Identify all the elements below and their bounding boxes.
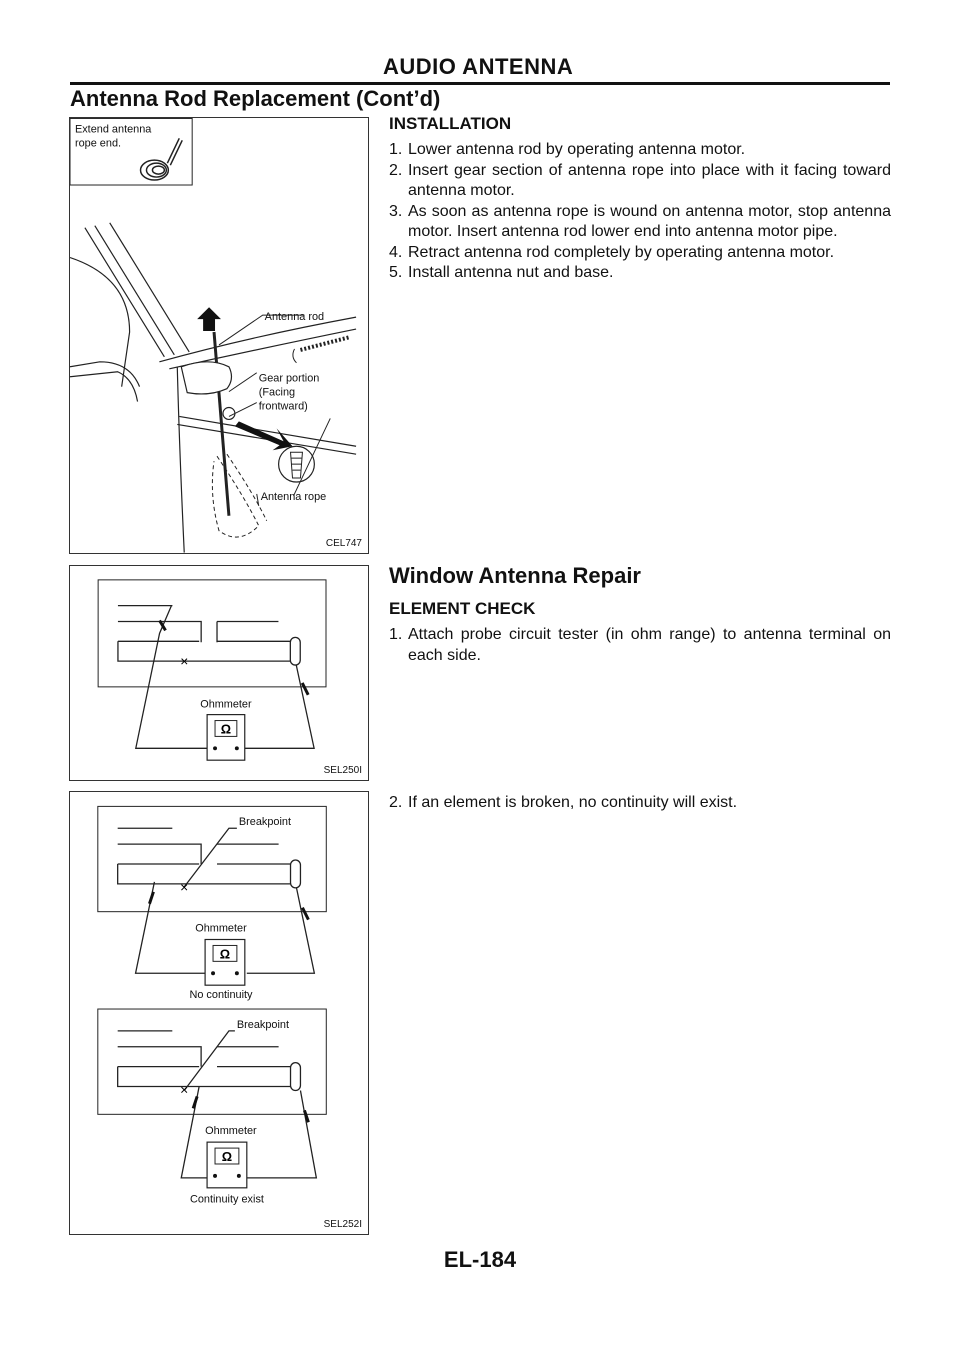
antenna-rope-label: Antenna rope: [260, 490, 327, 503]
figure-breakpoint: [69, 791, 369, 1235]
extend-label-2: rope end.: [74, 137, 122, 150]
list-item: 4. Retract antenna rod completely by operating antenna motor.: [389, 243, 835, 261]
down-arrow-icon: [197, 307, 221, 331]
gear-label-2: (Facing: [258, 386, 296, 399]
hand-icon: [181, 362, 231, 394]
page-heading: Antenna Rod Replacement (Cont’d): [70, 86, 441, 111]
page-number: EL-184: [443, 1247, 517, 1272]
breakpoint-label: Breakpoint: [238, 816, 292, 829]
list-item: 5. Install antenna nut and base.: [389, 264, 614, 281]
break-mark: ×: [180, 653, 189, 670]
header-rule: [70, 82, 890, 85]
continuity-exist-label: Continuity exist: [189, 1193, 264, 1206]
coiled-rope-icon: [141, 138, 183, 180]
window-antenna-heading: Window Antenna Repair: [389, 563, 641, 588]
no-continuity-label: No continuity: [189, 989, 253, 1002]
list-item: 1. Lower antenna rod by operating antenna motor.: [389, 141, 746, 158]
antenna-rod-illustration: [70, 118, 368, 553]
gear-label-1: Gear portion: [258, 372, 320, 385]
ohmmeter-label: Ohmmeter: [195, 922, 247, 935]
list-item: 1. Attach probe circuit tester (in ohm range) to antenna terminal on each side.: [389, 626, 891, 664]
ohmmeter-label: Ohmmeter: [205, 1125, 257, 1138]
element-check-heading: ELEMENT CHECK: [389, 599, 536, 618]
figure-element-check: [69, 565, 369, 781]
installation-steps: [389, 140, 891, 284]
antenna-rod-label: Antenna rod: [264, 311, 325, 324]
installation-heading: INSTALLATION: [389, 114, 512, 133]
list-item: 2. If an element is broken, no continuity will exist.: [389, 794, 738, 811]
ohm-symbol: Ω: [219, 946, 231, 962]
element-check-step-1: [389, 625, 891, 666]
figure-code: CEL747: [325, 538, 362, 549]
element-check-step-2: [389, 793, 891, 814]
list-item: 3. As soon as antenna rope is wound on antenna motor, stop antenna motor. Insert antenna rod lower end into antenna motor pipe.: [389, 202, 891, 240]
break-mark: ×: [180, 1081, 189, 1098]
extend-label-1: Extend antenna: [74, 123, 152, 136]
breakpoint-label: Breakpoint: [236, 1018, 290, 1031]
ohm-symbol: Ω: [221, 1149, 233, 1165]
ohmmeter-label: Ohmmeter: [200, 698, 252, 711]
gear-label-3: frontward): [258, 400, 308, 413]
figure-code: SEL252I: [323, 1219, 362, 1230]
element-check-diagram: [70, 566, 368, 780]
list-item: 2. Insert gear section of antenna rope into place with it facing toward antenna motor.: [389, 161, 891, 199]
breakpoint-diagram: [70, 792, 368, 1234]
figure-antenna-rod: [69, 117, 369, 554]
ohm-symbol: Ω: [220, 721, 232, 737]
section-title: AUDIO ANTENNA: [383, 54, 574, 79]
break-mark: ×: [180, 878, 189, 895]
figure-code: SEL250I: [323, 765, 362, 776]
